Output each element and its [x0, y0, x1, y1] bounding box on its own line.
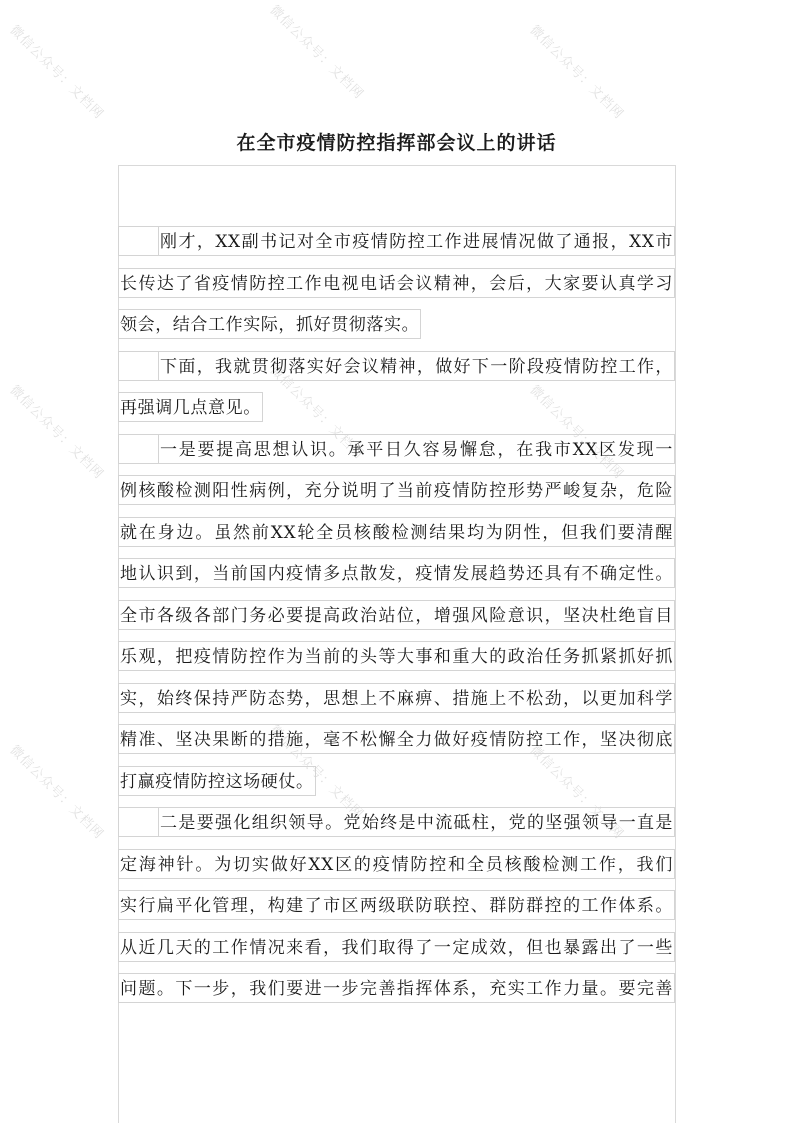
watermark: 微信公众号：文档网 — [526, 382, 627, 483]
watermark: 微信公众号：文档网 — [266, 722, 367, 823]
paragraph-line: 就在身边。虽然前XX轮全员核酸检测结果均为阴性，但我们要清醒 — [118, 512, 675, 554]
paragraph-line: 实，始终保持严防态势，思想上不麻痹、措施上不松劲，以更加科学 — [118, 678, 675, 720]
paragraph-line: 一是要提高思想认识。承平日久容易懈怠，在我市XX区发现一 — [118, 429, 675, 471]
watermark: 微信公众号：文档网 — [266, 2, 367, 103]
document-title: 在全市疫情防控指挥部会议上的讲话 — [236, 132, 557, 154]
paragraph-line: 打赢疫情防控这场硬仗。 — [118, 761, 675, 803]
paragraph-line: 再强调几点意见。 — [118, 387, 675, 429]
watermark: 微信公众号：文档网 — [6, 22, 107, 123]
watermark: 微信公众号：文档网 — [526, 742, 627, 843]
paragraph-line: 精准、坚决果断的措施，毫不松懈全力做好疫情防控工作，坚决彻底 — [118, 719, 675, 761]
paragraph-line: 定海神针。为切实做好XX区的疫情防控和全员核酸检测工作，我们 — [118, 844, 675, 886]
paragraph-line: 从近几天的工作情况来看，我们取得了一定成效，但也暴露出了一些 — [118, 927, 675, 969]
paragraph-line: 长传达了省疫情防控工作电视电话会议精神，会后，大家要认真学习 — [118, 263, 675, 305]
paragraph-line: 问题。下一步，我们要进一步完善指挥体系，充实工作力量。要完善 — [118, 968, 675, 1010]
watermark: 微信公众号：文档网 — [266, 362, 367, 463]
paragraph-line: 地认识到，当前国内疫情多点散发，疫情发展趋势还具有不确定性。 — [118, 553, 675, 595]
paragraph-line: 实行扁平化管理，构建了市区两级联防联控、群防群控的工作体系。 — [118, 885, 675, 927]
paragraph-line: 刚才，XX副书记对全市疫情防控工作进展情况做了通报，XX市 — [118, 221, 675, 263]
paragraph-line: 二是要强化组织领导。党始终是中流砥柱，党的坚强领导一直是 — [118, 802, 675, 844]
paragraph-line: 下面，我就贯彻落实好会议精神，做好下一阶段疫情防控工作， — [118, 346, 675, 388]
watermark: 微信公众号：文档网 — [6, 742, 107, 843]
watermark: 微信公众号：文档网 — [6, 382, 107, 483]
paragraph-line: 乐观，把疫情防控作为当前的头等大事和重大的政治任务抓紧抓好抓 — [118, 636, 675, 678]
paragraph-line: 领会，结合工作实际，抓好贯彻落实。 — [118, 304, 675, 346]
paragraph-line: 例核酸检测阳性病例，充分说明了当前疫情防控形势严峻复杂，危险 — [118, 470, 675, 512]
document-body — [118, 221, 675, 1010]
paragraph-line: 全市各级各部门务必要提高政治站位，增强风险意识，坚决杜绝盲目 — [118, 595, 675, 637]
watermark: 微信公众号：文档网 — [526, 22, 627, 123]
